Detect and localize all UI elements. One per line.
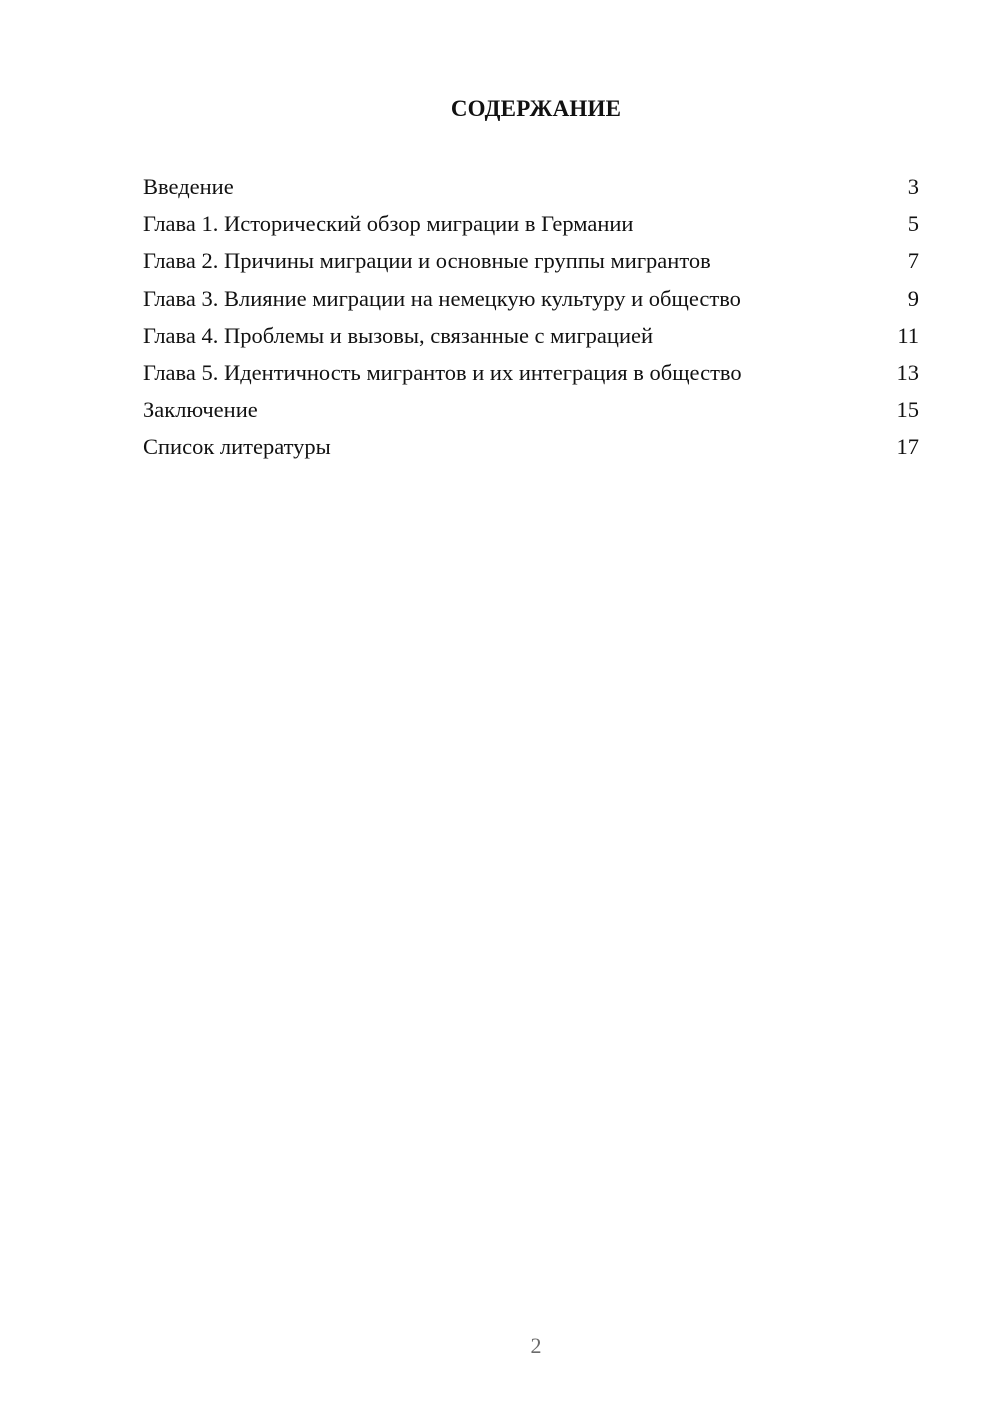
- toc-entry-page: 11: [897, 322, 919, 348]
- toc-entry-title: Глава 3. Влияние миграции на немецкую культуру и общество: [143, 285, 741, 311]
- toc-entry-chapter-4: [143, 317, 919, 354]
- table-of-contents: [143, 168, 919, 466]
- toc-entry-page: 13: [896, 359, 919, 385]
- page-number: 2: [530, 1333, 542, 1358]
- toc-entry-title: Введение: [143, 174, 234, 199]
- toc-entry-title: Глава 2. Причины миграции и основные группы мигрантов: [143, 248, 711, 274]
- toc-entry-page: 15: [896, 397, 919, 423]
- page-title: СОДЕРЖАНИЕ: [450, 96, 622, 121]
- toc-entry-title: Глава 5. Идентичность мигрантов и их интеграция в общество: [143, 359, 742, 385]
- toc-entry-chapter-3: [143, 280, 919, 317]
- toc-entry-title: Глава 1. Исторический обзор миграции в Германии: [143, 211, 634, 237]
- toc-entry-chapter-5: [143, 354, 919, 391]
- toc-entry-title: Глава 4. Проблемы и вызовы, связанные с миграцией: [143, 322, 654, 348]
- toc-entry-page: 17: [896, 434, 919, 460]
- toc-entry-page: 5: [907, 211, 919, 237]
- toc-entry-page: 7: [907, 248, 919, 274]
- toc-entry-title: Список литературы: [143, 434, 331, 460]
- toc-entry-introduction: [143, 168, 919, 205]
- toc-entry-chapter-1: [143, 205, 919, 242]
- toc-entry-conclusion: [143, 391, 919, 428]
- toc-entry-bibliography: [143, 428, 919, 465]
- toc-entry-title: Заключение: [143, 397, 258, 423]
- toc-entry-page: 3: [907, 174, 919, 199]
- toc-entry-page: 9: [907, 285, 919, 311]
- toc-entry-chapter-2: [143, 242, 919, 279]
